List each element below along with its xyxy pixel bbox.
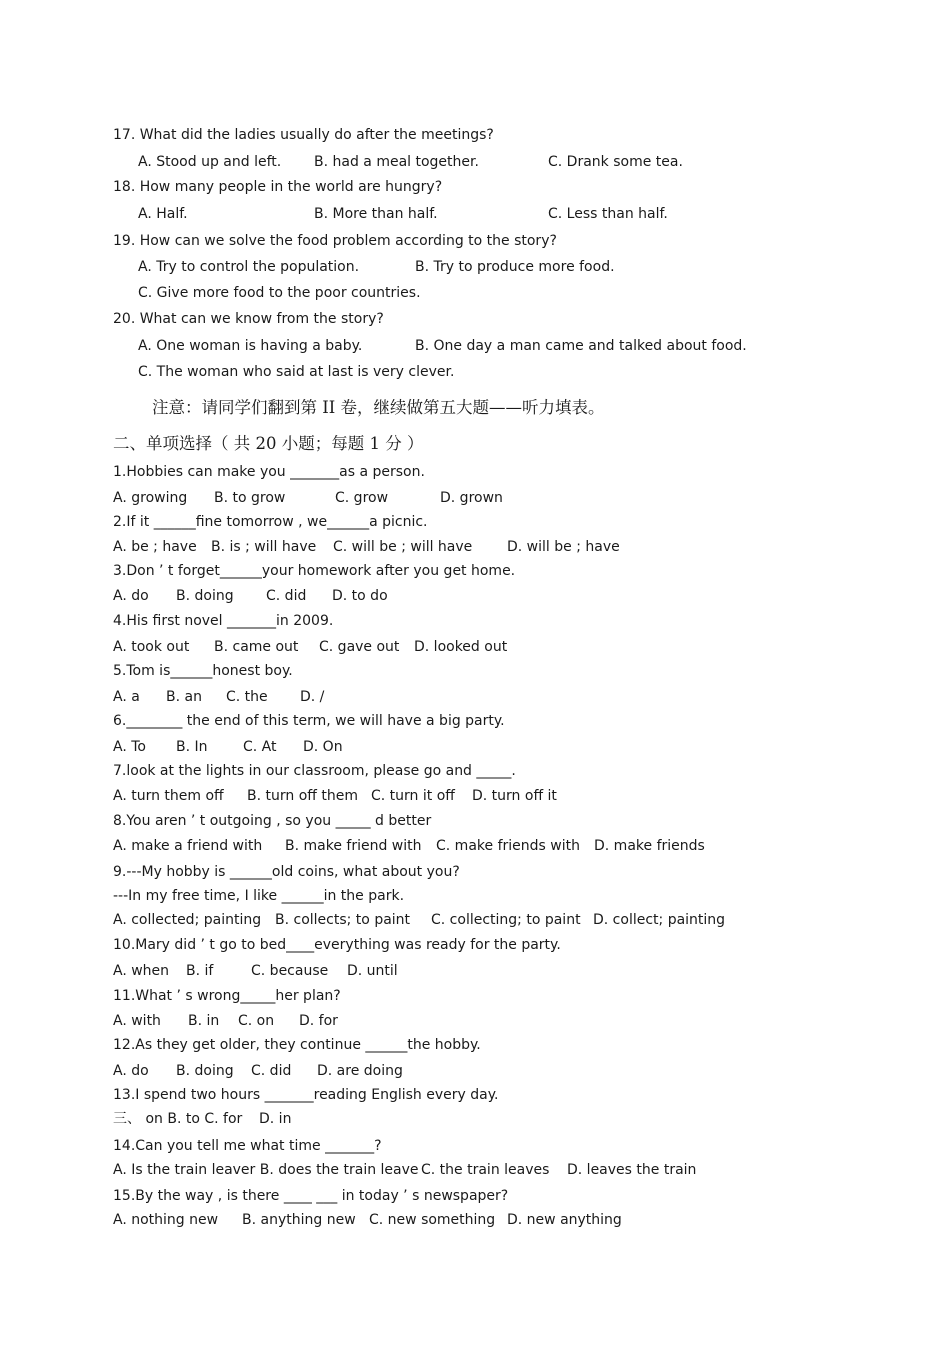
question-17-option-a: A. Stood up and left. bbox=[138, 154, 282, 170]
question-7-option-c: C. turn it off bbox=[371, 788, 455, 804]
notice: 注意：请同学们翻到第 II 卷，继续做第五大题——听力填表。 bbox=[152, 398, 605, 417]
question-5-option-b: B. an bbox=[166, 689, 202, 705]
question-1-stem: 1.Hobbies can make you _______as a person. bbox=[113, 464, 425, 480]
question-8-option-d: D. make friends bbox=[594, 838, 705, 854]
question-17-stem: 17. What did the ladies usually do after the meetings? bbox=[113, 127, 494, 143]
question-3-option-d: D. to do bbox=[332, 588, 388, 604]
question-4-stem: 4.His first novel _______in 2009. bbox=[113, 613, 334, 629]
question-6-option-a: A. To bbox=[113, 739, 146, 755]
section-2-heading: 二、单项选择（ 共 20 小题；每题 1 分 ） bbox=[113, 434, 424, 453]
question-6-option-d: D. On bbox=[303, 739, 343, 755]
question-10-stem: 10.Mary did ’ t go to bed____everything was ready for the party. bbox=[113, 937, 561, 953]
question-18-option-c: C. Less than half. bbox=[548, 206, 668, 222]
question-19-option-c: C. Give more food to the poor countries. bbox=[138, 285, 421, 301]
question-2-option-c: C. will be ; will have bbox=[333, 539, 473, 555]
question-3-option-c: C. did bbox=[266, 588, 307, 604]
question-4-option-d: D. looked out bbox=[414, 639, 508, 655]
question-2-option-b: B. is ; will have bbox=[211, 539, 317, 555]
question-18-stem: 18. How many people in the world are hungry? bbox=[113, 179, 443, 195]
question-11-option-c: C. on bbox=[238, 1013, 275, 1029]
question-12-option-d: D. are doing bbox=[317, 1063, 403, 1079]
question-2-option-a: A. be ; have bbox=[113, 539, 197, 555]
question-13-options-abc: 三、 on B. to C. for bbox=[113, 1111, 243, 1127]
question-13-option-d: D. in bbox=[259, 1111, 292, 1127]
question-6-option-c: C. At bbox=[243, 739, 277, 755]
question-3-option-b: B. doing bbox=[176, 588, 234, 604]
question-4-option-c: C. gave out bbox=[319, 639, 400, 655]
question-2-option-d: D. will be ; have bbox=[507, 539, 620, 555]
question-17-option-c: C. Drank some tea. bbox=[548, 154, 683, 170]
question-20-option-b: B. One day a man came and talked about food. bbox=[415, 338, 747, 354]
question-10-option-c: C. because bbox=[251, 963, 329, 979]
question-11-stem: 11.What ’ s wrong_____her plan? bbox=[113, 988, 341, 1004]
question-15-option-d: D. new anything bbox=[507, 1212, 622, 1228]
question-20-stem: 20. What can we know from the story? bbox=[113, 311, 384, 327]
question-12-option-c: C. did bbox=[251, 1063, 292, 1079]
question-5-option-d: D. / bbox=[300, 689, 325, 705]
question-8-option-c: C. make friends with bbox=[436, 838, 580, 854]
question-11-option-b: B. in bbox=[188, 1013, 220, 1029]
question-11-option-d: D. for bbox=[299, 1013, 338, 1029]
question-10-option-a: A. when bbox=[113, 963, 170, 979]
question-14-option-c: C. the train leaves bbox=[421, 1162, 550, 1178]
question-12-option-a: A. do bbox=[113, 1063, 149, 1079]
question-18-option-a: A. Half. bbox=[138, 206, 188, 222]
question-3-option-a: A. do bbox=[113, 588, 149, 604]
question-7-option-a: A. turn them off bbox=[113, 788, 224, 804]
question-17-option-b: B. had a meal together. bbox=[314, 154, 479, 170]
question-20-option-c: C. The woman who said at last is very clever. bbox=[138, 364, 455, 380]
question-6-stem: 6.________ the end of this term, we will have a big party. bbox=[113, 713, 505, 729]
question-11-option-a: A. with bbox=[113, 1013, 161, 1029]
question-18-option-b: B. More than half. bbox=[314, 206, 438, 222]
question-2-stem: 2.If it ______fine tomorrow , we______a picnic. bbox=[113, 514, 428, 530]
question-12-stem: 12.As they get older, they continue ______the hobby. bbox=[113, 1037, 481, 1053]
question-5-stem: 5.Tom is______honest boy. bbox=[113, 663, 293, 679]
question-15-option-c: C. new something bbox=[369, 1212, 496, 1228]
question-15-option-b: B. anything new bbox=[242, 1212, 356, 1228]
question-12-option-b: B. doing bbox=[176, 1063, 234, 1079]
question-19-option-a: A. Try to control the population. bbox=[138, 259, 360, 275]
question-15-option-a: A. nothing new bbox=[113, 1212, 219, 1228]
question-1-option-c: C. grow bbox=[335, 490, 389, 506]
question-14-stem: 14.Can you tell me what time _______? bbox=[113, 1138, 382, 1154]
question-15-stem: 15.By the way , is there ____ ___ in today ’ s newspaper? bbox=[113, 1188, 509, 1204]
question-10-option-d: D. until bbox=[347, 963, 398, 979]
question-5-option-c: C. the bbox=[226, 689, 268, 705]
question-8-stem: 8.You aren ’ t outgoing , so you _____ d better bbox=[113, 813, 432, 829]
question-10-option-b: B. if bbox=[186, 963, 214, 979]
question-9-stem-extra: ---In my free time, I like ______in the park. bbox=[113, 888, 405, 904]
question-14-options-ab: A. Is the train leaver B. does the train leave bbox=[113, 1162, 419, 1178]
question-4-option-a: A. took out bbox=[113, 639, 190, 655]
question-9-option-c: C. collecting; to paint bbox=[431, 912, 581, 928]
question-14-option-d: D. leaves the train bbox=[567, 1162, 697, 1178]
question-9-option-d: D. collect; painting bbox=[593, 912, 726, 928]
question-20-option-a: A. One woman is having a baby. bbox=[138, 338, 363, 354]
question-9-option-a: A. collected; painting bbox=[113, 912, 262, 928]
question-9-stem: 9.---My hobby is ______old coins, what about you? bbox=[113, 864, 460, 880]
question-6-option-b: B. In bbox=[176, 739, 208, 755]
question-1-option-d: D. grown bbox=[440, 490, 503, 506]
question-8-option-b: B. make friend with bbox=[285, 838, 422, 854]
question-19-option-b: B. Try to produce more food. bbox=[415, 259, 615, 275]
question-7-option-b: B. turn off them bbox=[247, 788, 358, 804]
question-5-option-a: A. a bbox=[113, 689, 140, 705]
question-3-stem: 3.Don ’ t forget______your homework after you get home. bbox=[113, 563, 516, 579]
question-7-stem: 7.look at the lights in our classroom, please go and _____. bbox=[113, 763, 516, 779]
question-9-option-b: B. collects; to paint bbox=[275, 912, 411, 928]
question-7-option-d: D. turn off it bbox=[472, 788, 557, 804]
question-13-stem: 13.I spend two hours _______reading English every day. bbox=[113, 1087, 499, 1103]
question-19-stem: 19. How can we solve the food problem according to the story? bbox=[113, 233, 557, 249]
question-1-option-a: A. growing bbox=[113, 490, 188, 506]
question-1-option-b: B. to grow bbox=[214, 490, 286, 506]
question-4-option-b: B. came out bbox=[214, 639, 299, 655]
question-8-option-a: A. make a friend with bbox=[113, 838, 263, 854]
